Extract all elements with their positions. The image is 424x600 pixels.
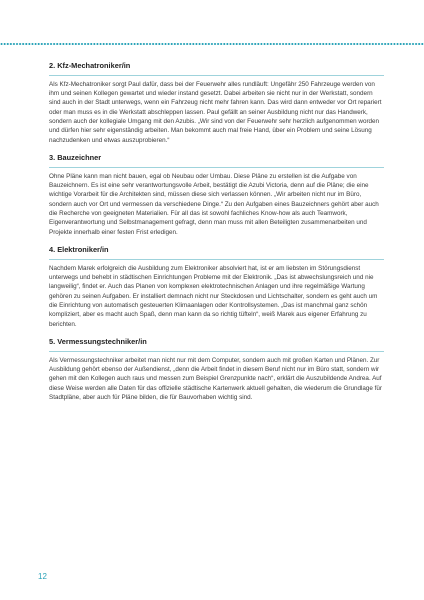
section-heading: 4. Elektroniker/in (49, 246, 384, 260)
section-kfz-mechatroniker (49, 62, 384, 145)
page-number: 12 (38, 572, 47, 581)
section-heading: 2. Kfz-Mechatroniker/in (49, 62, 384, 76)
page-content (49, 62, 384, 411)
section-text: Nachdem Marek erfolgreich die Ausbildung zum Elektroniker absolviert hat, ist er am liebsten im Störungsdienst unterwegs und behebt in städtischen Einrichtungen Probleme mit der Elektronik. „Das ist abwechslungsreich und nie langweilig“, findet er. Auch das Planen von komplexen elektrotechnischen Anlagen und ihre regelmäßige Wartung gehören zu seinen Aufgaben. Er installiert demnach nicht nur Steckdosen und Lichtschalter, sondern es geht auch um die Einrichtung von automatisch gesteuerten Klimaanlagen oder Kontrollsystemen. „Das ist manchmal ganz schön kompliziert, aber es macht auch Spaß, denn man kann da so richtig tüfteln“, weiß Marek aus eigener Erfahrung zu berichten. (49, 264, 378, 328)
section-text: Ohne Pläne kann man nicht bauen, egal ob Neubau oder Umbau. Diese Pläne zu erstellen ist die Aufgabe von Bauzeichnern. Es ist eine sehr verantwortungsvolle Arbeit, bestätigt die Azubi Victoria, denn auf die Pläne; die eine wichtige Vorarbeit für die Architekten sind, müssen diese sich verlassen können. „Wir arbeiten nicht nur im Büro, sondern auch vor Ort und vermessen da verschiedene Dinge.“ Zu den Aufgaben eines Bauzeichners gehört aber auch die Recherche von geeigneten Materialien. Für all das ist sowohl fachliches Know-how als auch Teamwork, Eigenverantwortung und Selbstmanagement gefragt, denn man muss mit allen Beteiligten zusammenarbeiten und Projekte innerhalb einer festen Frist erledigen. (49, 172, 379, 236)
dotted-top-rule (0, 43, 424, 45)
section-bauzeichner (49, 154, 384, 237)
section-heading: 5. Vermessungstechniker/in (49, 338, 384, 352)
section-text: Als Kfz-Mechatroniker sorgt Paul dafür, dass bei der Feuerwehr alles rundläuft: Ungefähr 250 Fahrzeuge werden von ihm und seinen Kollegen gewartet und wieder instand gesetzt. Dabei arbeiten sie nicht nur in der Werkstatt, sondern sind auch in der Stadt unterwegs, wenn ein Fahrzeug nicht mehr fahren kann. Das wird dann entweder vor Ort repariert oder man muss es in die Werkstatt abschleppen lassen. Paul gefällt an seiner Ausbildung nicht nur das Handwerk, sondern auch der kollegiale Umgang mit den Azubis. „Wir sind von der Feuerwehr sehr herzlich aufgenommen worden und dürfen hier sehr eigenständig arbeiten. Man bekommt auch mal freie Hand, über ein Problem und seine Lösung nachzudenken und etwas auszuprobieren.“ (49, 80, 382, 144)
section-vermessungstechniker (49, 338, 384, 402)
section-text: Als Vermessungstechniker arbeitet man nicht nur mit dem Computer, sondern auch mit großen Karten und Plänen. Zur Ausbildung gehört ebenso der Außendienst, „denn die Arbeit findet in diesem Beruf nicht nur im Büro statt, sondern wir gehen mit den Kollegen auch raus und messen zum Beispiel Grenzpunkte nach“, erklärt die Auszubildende Andrea. Auf diese Weise werden alle Daten für das offizielle städtische Kartenwerk aktuell gehalten, die wiederum die Grundlage für Stadtpläne, aber auch für Pläne bilden, die für Bauvorhaben wichtig sind. (49, 356, 382, 401)
section-heading: 3. Bauzeichner (49, 154, 384, 168)
section-elektroniker (49, 246, 384, 329)
